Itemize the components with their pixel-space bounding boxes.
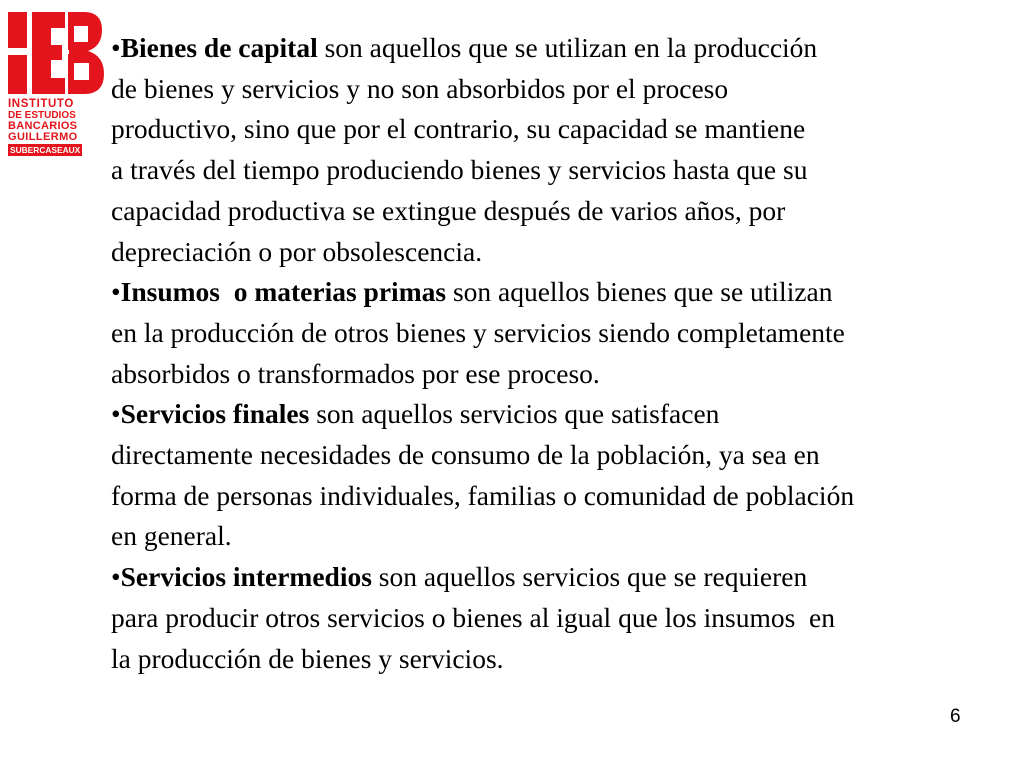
text-line: forma de personas individuales, familias o comunidad de población [111, 479, 855, 511]
bullet: • [111, 276, 121, 308]
bullet: • [111, 561, 121, 593]
paragraph-servicios-intermedios [111, 557, 1024, 679]
term-definition: son aquellos servicios que se requieren [371, 561, 808, 593]
page-number: 6 [950, 706, 961, 727]
bullet: • [111, 398, 121, 430]
term-heading: Servicios intermedios [120, 561, 372, 593]
text-line: la producción de bienes y servicios. [111, 642, 504, 674]
term-heading: Servicios finales [120, 398, 310, 430]
text-line: depreciación o por obsolescencia. [111, 235, 483, 267]
bullet: • [111, 32, 121, 63]
logo-wordmark [8, 99, 104, 156]
paragraph-first-line [111, 394, 1024, 435]
term-definition: son aquellos que se utilizan en la producción [317, 32, 818, 63]
logo-line-2: DE ESTUDIOS [8, 110, 76, 121]
ieb-logo-mark-icon [8, 12, 104, 94]
institute-logo [8, 12, 104, 162]
text-line: en la producción de otros bienes y servicios siendo completamente [111, 316, 845, 348]
text-line: directamente necesidades de consumo de la población, ya sea en [111, 439, 820, 471]
term-heading: Bienes de capital [120, 32, 318, 63]
text-line: para producir otros servicios o bienes al igual que los insumos en [111, 601, 836, 633]
text-line: productivo, sino que por el contrario, su capacidad se mantiene [111, 113, 806, 145]
text-line: absorbidos o transformados por ese proceso. [111, 357, 600, 389]
logo-line-4: GUILLERMO [8, 131, 78, 143]
paragraph-first-line [111, 272, 1024, 313]
term-definition: son aquellos servicios que satisfacen [309, 398, 720, 430]
paragraph-insumos [111, 272, 1024, 394]
paragraph-first-line [111, 557, 1024, 598]
paragraph-servicios-finales [111, 394, 1024, 557]
text-line: a través del tiempo produciendo bienes y servicios hasta que su [111, 154, 808, 186]
text-line: capacidad productiva se extingue después de varios años, por [111, 194, 786, 226]
term-heading: Insumos o materias primas [120, 276, 447, 308]
term-definition: son aquellos bienes que se utilizan [446, 276, 833, 308]
paragraph-bienes-de-capital [111, 28, 1024, 272]
logo-line-3: BANCARIOS [8, 120, 78, 132]
logo-line-1: INSTITUTO [8, 98, 74, 110]
paragraph-first-line [111, 28, 1024, 69]
text-line: en general. [111, 520, 232, 552]
logo-line-5: SUBERCASEAUX [10, 145, 81, 155]
text-line: de bienes y servicios y no son absorbidos por el proceso [111, 72, 729, 104]
slide-body [111, 28, 1024, 679]
